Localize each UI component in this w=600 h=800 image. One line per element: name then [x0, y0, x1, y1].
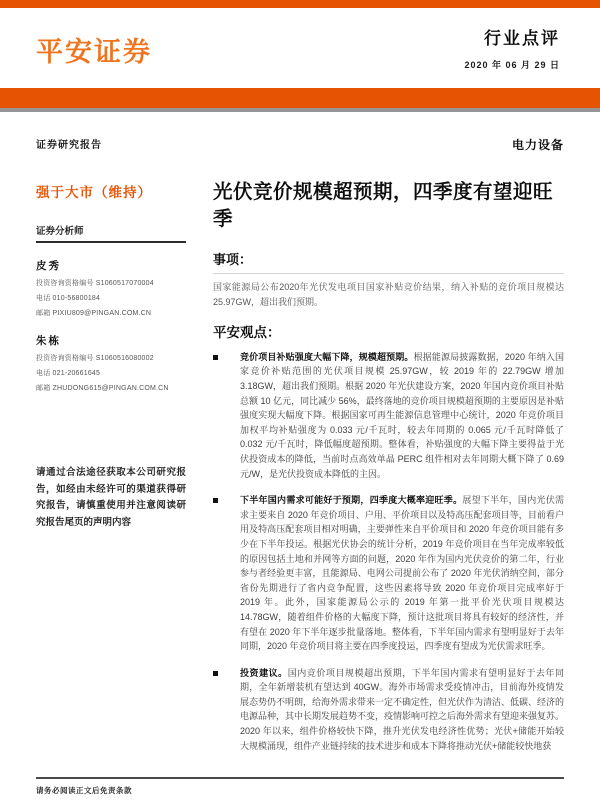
- viewpoint-text: [240, 350, 564, 481]
- analyst-license: 投资咨询资格编号 S1060517070004: [36, 280, 154, 287]
- report-main: [213, 136, 564, 765]
- analyst-email: 邮箱 ZHUDONG615@PINGAN.COM.CN: [36, 385, 169, 392]
- header-divider-orange: [0, 88, 600, 108]
- pingan-securities-logo: 平安证券: [36, 37, 152, 67]
- header-right: [464, 24, 560, 71]
- footer-disclaimer: 请务必阅读正文后免责条款: [36, 786, 132, 795]
- report-type-label: 行业点评: [484, 29, 560, 48]
- report-series-label: 证券研究报告: [36, 140, 102, 151]
- sidebar: [36, 136, 186, 765]
- viewpoint-lead: 投资建议。: [240, 667, 288, 678]
- events-body: 国家能源局公布2020年光伏发电项目国家补贴竞价结果，纳入补贴的竞价项目规模达 25.97GW，超出我们预期。: [213, 281, 564, 307]
- industry-label: 电力设备: [511, 138, 564, 152]
- bullet-square-icon: [213, 355, 218, 360]
- viewpoint-lead: 竞价项目补贴强度大幅下降，规模超预期。: [240, 351, 414, 362]
- analyst-list: [36, 258, 186, 393]
- viewpoint-text: [240, 493, 564, 654]
- report-title: 光伏竞价规模超预期，四季度有望迎旺季: [213, 181, 554, 231]
- events-heading: 事项：: [213, 249, 564, 274]
- viewpoint-item: [213, 350, 564, 481]
- analyst-name: 皮秀: [36, 260, 61, 272]
- viewpoint-item: [213, 666, 564, 754]
- report-footer: [36, 777, 564, 796]
- analyst-name: 朱栋: [36, 335, 61, 347]
- analyst-phone: 电话 021-20661645: [36, 370, 101, 377]
- viewpoint-body: 展望下半年，国内光伏需求主要来自 2020 年竞价项目、户用、平价项目以及特高压配套项目等，目前看户用及特高压配套项目相对明确，主要弹性来自平价项目和 2020 年竞价项目能有多少在下半年投运。根据光伏协会的统计分析，2019 年竞价项目在当年完成率较低的原因包括土地和并网等方面的问题，2020 年作为国内光伏竞价的第二年，行业参与者经验更丰富，且能源局、电网公司提前公布了 2020 年光伏消纳空间，部分省份先期进行了省内竞争配置，这些因素将导致 2020 年竞价项目完成率好于 2019 年。此外，国家能源局公示的 2019 年第一批平价光伏项目规模达 14.78GW，随着组件价格的大幅度下降，预计这批项目将具有较好的经济性，并有望在 2020 年下半年逐步批量落地。整体看，下半年国内需求有望明显好于去年同期，2020 年竞价项目将主要在四季度投运，四季度有望成为光伏需求旺季。: [240, 495, 564, 652]
- report-header: [0, 8, 600, 88]
- viewpoint-list: [213, 350, 564, 753]
- analyst-entry: [36, 258, 186, 318]
- viewpoint-body: 根据能源局披露数据，2020 年纳入国家竞价补贴范围的光伏项目规模 25.97GW，较 2019 年的 22.79GW 增加 3.18GW，超出我们预期。根据 2020 年光伏建设方案，2020 年国内竞价项目补贴总额 10 亿元，同比减少 56%，最终落地的竞价项目规模超预期的主要原因是补贴强度实现大幅度下降。根据国家可再生能源信息管理中心统计，2020 年竞价项目加权平均补贴强度为 0.033 元/千瓦时，较去年同期的 0.065 元/千瓦时降低了 0.032 元/千瓦时，降低幅度超预期。整体看，补贴强度的大幅下降主要得益于光伏投资成本的降低，当前时点高效单晶 PERC 组件相对去年同期大概下降了 0.69 元/W，是光伏投资成本降低的主因。: [240, 351, 564, 479]
- viewpoint-body: 国内竞价项目规模超出预期，下半年国内需求有望明显好于去年同期，全年新增装机有望达到 40GW。海外市场需求受疫情冲击，目前海外疫情发展态势仍不明朗，给海外需求带来一定不确定性，但光伏作为清洁、低碳、经济的电源品种，其中长期发展趋势不变，疫情影响可控之后海外需求有望迎来强复苏。2020 年以来，组件价格较快下降，推升光伏发电经济性优势；光伏+储能开始较大规模涌现，组件产业链持续的技术进步和成本下降将推动光伏+储能较快地获: [240, 667, 565, 751]
- bullet-square-icon: [213, 671, 218, 676]
- analyst-section-title: 证券分析师: [36, 223, 186, 243]
- viewpoint-lead: 下半年国内需求可能好于预期，四季度大概率迎旺季。: [240, 495, 463, 506]
- viewpoint-item: [213, 493, 564, 654]
- analyst-entry: [36, 333, 186, 393]
- viewpoint-text: [240, 666, 564, 754]
- content-area: [0, 112, 600, 765]
- footer-divider: [36, 777, 564, 779]
- analyst-email: 邮箱 PIXIU809@PINGAN.COM.CN: [36, 310, 152, 317]
- analyst-phone: 电话 010-56800184: [36, 295, 101, 302]
- report-date: 2020 年 06 月 29 日: [464, 60, 560, 70]
- top-accent-bar: [0, 0, 600, 8]
- viewpoints-heading: 平安观点：: [213, 324, 281, 340]
- rating-badge: 强于大市（维持）: [36, 185, 152, 200]
- analyst-license: 投资咨询资格编号 S1060516080002: [36, 355, 154, 362]
- sidebar-disclaimer: 请通过合法途径获取本公司研究报告，如经由未经许可的渠道获得研究报告，请慎重使用并注意阅读研究报告尾页的声明内容: [36, 467, 186, 528]
- bullet-square-icon: [213, 498, 218, 503]
